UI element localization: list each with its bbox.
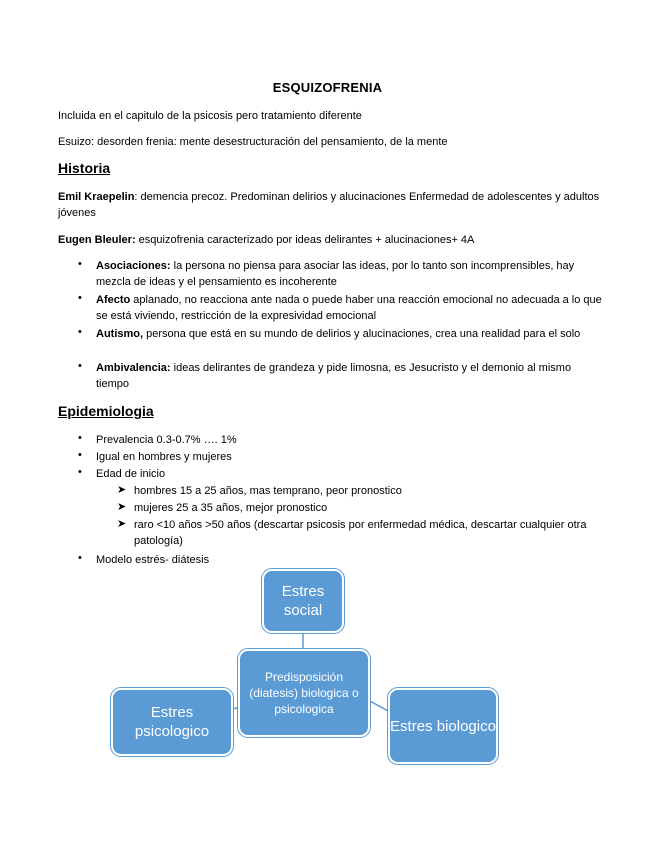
item-text: la persona no piensa para asociar las ideas, por lo tanto son incomprensibles, hay mezcla de ideas y el pensamiento es incoherente <box>96 260 575 288</box>
connector-right <box>368 700 390 712</box>
bullet-icon: • <box>78 552 82 564</box>
item-term: Afecto <box>96 294 131 306</box>
epidemiologia-heading: Epidemiologia <box>58 403 154 419</box>
epi-subitem: hombres 15 a 25 años, mas temprano, peor pronostico <box>134 485 402 497</box>
kraepelin-name: Emil Kraepelin <box>58 191 135 203</box>
intro-line-1: Incluida en el capitulo de la psicosis pero tratamiento diferente <box>58 110 362 122</box>
bullet-icon: • <box>78 360 82 372</box>
intro-line-2: Esuizo: desorden frenia: mente desestructuración del pensamiento, de la mente <box>58 136 448 148</box>
bullet-icon: • <box>78 258 82 270</box>
bullet-icon: • <box>78 466 82 478</box>
item-term: Asociaciones: <box>96 260 171 272</box>
item-term: Autismo, <box>96 328 144 340</box>
epi-item: Igual en hombres y mujeres <box>96 451 232 463</box>
arrow-bullet-icon: ➤ <box>117 484 127 496</box>
item-text: persona que está en su mundo de delirios y alucinaciones, crea una realidad para el solo <box>143 328 581 340</box>
historia-heading: Historia <box>58 160 111 176</box>
epi-subitem: raro <10 años >50 años (descartar psicosis por enfermedad médica, descartar cualquier otra patología) <box>134 519 587 547</box>
arrow-bullet-icon: ➤ <box>117 501 127 513</box>
bullet-icon: • <box>78 449 82 461</box>
diagram-box-center: Predisposición (diatesis) biologica o psicologica <box>238 649 370 737</box>
diagram-box-biologico: Estres biologico <box>388 688 498 764</box>
bleuler-text: esquizofrenia caracterizado por ideas delirantes + alucinaciones+ 4A <box>135 234 475 246</box>
epi-subitem: mujeres 25 a 35 años, mejor pronostico <box>134 502 328 514</box>
bullet-icon: • <box>78 432 82 444</box>
item-term: Ambivalencia: <box>96 362 171 374</box>
arrow-bullet-icon: ➤ <box>117 518 127 530</box>
epi-item: Modelo estrés- diátesis <box>96 554 210 566</box>
item-text: ideas delirantes de grandeza y pide limosna, es Jesucristo y el demonio al mismo tiempo <box>96 362 572 390</box>
page-title: ESQUIZOFRENIA <box>272 80 383 95</box>
kraepelin-text: : demencia precoz. Predominan delirios y alucinaciones Enfermedad de adolescentes y adultos jóvenes <box>58 191 600 219</box>
item-text: aplanado, no reacciona ante nada o puede haber una reacción emocional no adecuada a lo que se está viviendo, restricción de la expresividad emocional <box>96 294 602 322</box>
epi-item: Edad de inicio <box>96 468 166 480</box>
bullet-icon: • <box>78 292 82 304</box>
diagram-box-psicologico: Estres psicologico <box>111 688 233 756</box>
epi-item: Prevalencia 0.3-0.7% …. 1% <box>96 434 237 446</box>
diagram-box-social: Estres social <box>262 569 344 633</box>
bullet-icon: • <box>78 326 82 338</box>
bleuler-name: Eugen Bleuler: <box>58 234 136 246</box>
